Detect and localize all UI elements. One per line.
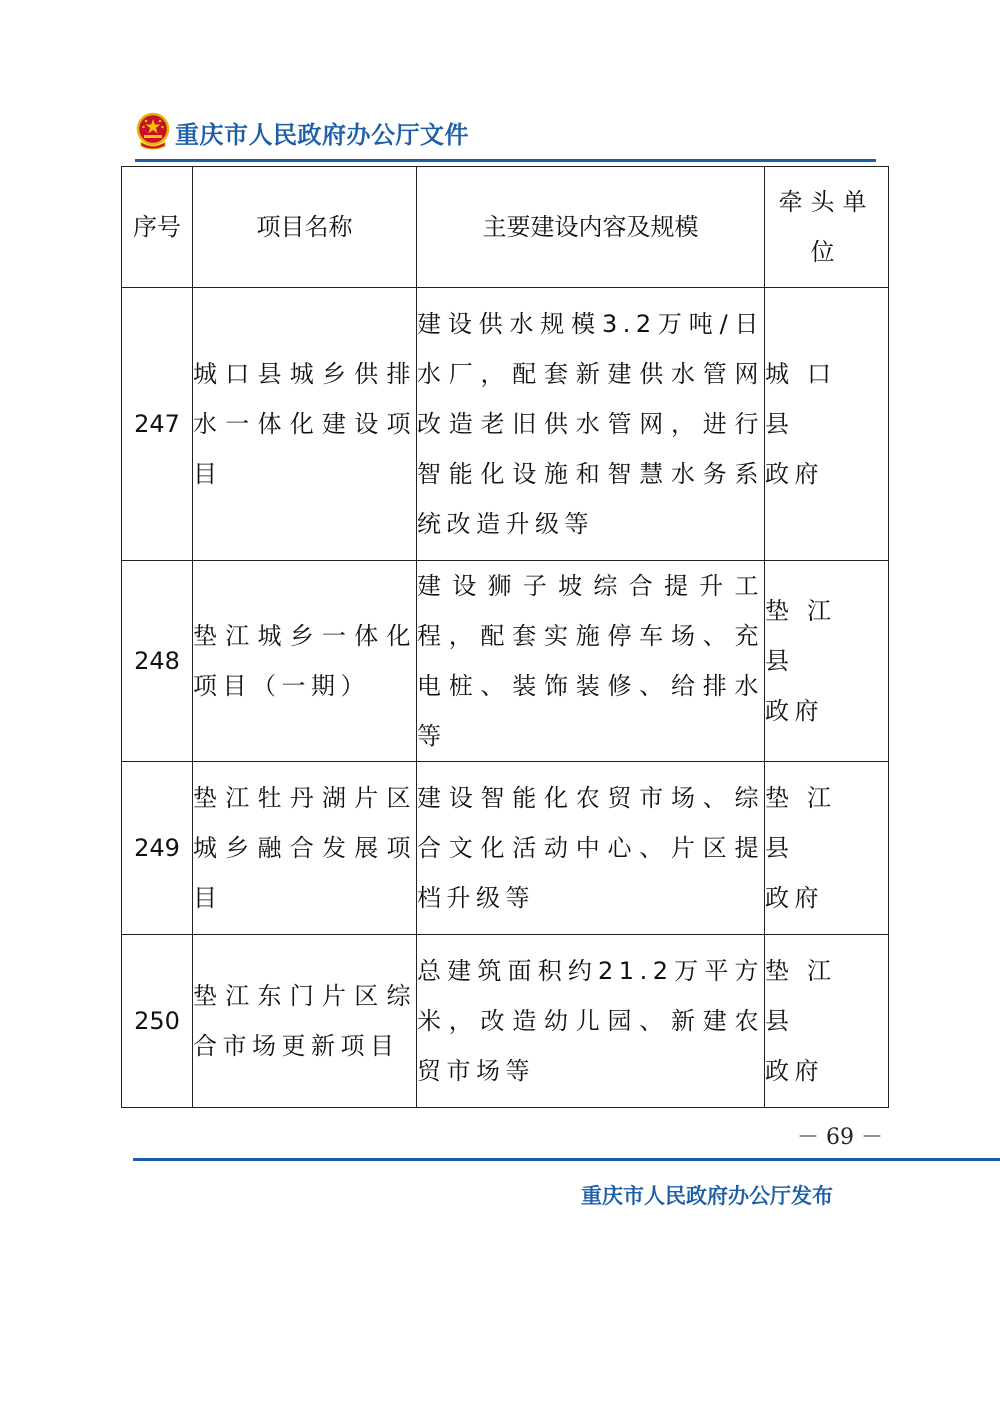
project-table [121,166,889,1108]
publisher-text: 重庆市人民政府办公厅发布 [581,1183,833,1208]
row-lead-unit [765,762,889,935]
national-emblem-icon [135,112,171,152]
column-header-content: 主要建设内容及规模 [417,167,765,288]
table-row [122,288,889,561]
column-header-lead: 牵头单位 [765,167,889,288]
table-header-row [122,167,889,288]
row-index: 249 [122,762,193,935]
table-row [122,561,889,762]
row-project-name: 垫江城乡一体化项目（一期） [193,561,417,762]
page-number: － 69 － [797,1125,883,1150]
row-lead-unit [765,288,889,561]
column-header-name: 项目名称 [193,167,417,288]
lead-unit-suffix: 政府 [765,1057,824,1085]
row-content: 建设狮子坡综合提升工程，配套实施停车场、充电桩、装饰装修、给排水等 [417,561,765,762]
row-content: 总建筑面积约21.2万平方米，改造幼儿园、新建农贸市场等 [417,935,765,1108]
table-row [122,762,889,935]
row-content: 建设供水规模3.2万吨/日水厂，配套新建供水管网改造老旧供水管网，进行智能化设施和智慧水务系统改造升级等 [417,288,765,561]
lead-unit-name: 垫江县 [765,784,849,862]
row-lead-unit [765,935,889,1108]
table-row [122,935,889,1108]
lead-unit-name: 垫江县 [765,957,849,1035]
row-index: 248 [122,561,193,762]
lead-unit-suffix: 政府 [765,697,824,725]
lead-unit-suffix: 政府 [765,460,824,488]
header-title: 重庆市人民政府办公厅文件 [175,119,469,149]
row-project-name: 垫江牡丹湖片区城乡融合发展项目 [193,762,417,935]
row-project-name: 垫江东门片区综合市场更新项目 [193,935,417,1108]
row-lead-unit [765,561,889,762]
column-header-index: 序号 [122,167,193,288]
row-content: 建设智能化农贸市场、综合文化活动中心、片区提档升级等 [417,762,765,935]
lead-unit-suffix: 政府 [765,884,824,912]
row-index: 247 [122,288,193,561]
footer-divider [133,1158,1000,1161]
document-header [135,110,469,154]
row-project-name: 城口县城乡供排水一体化建设项目 [193,288,417,561]
lead-unit-name: 城口县 [765,360,849,438]
lead-unit-name: 垫江县 [765,597,849,675]
header-divider [135,159,876,162]
row-index: 250 [122,935,193,1108]
